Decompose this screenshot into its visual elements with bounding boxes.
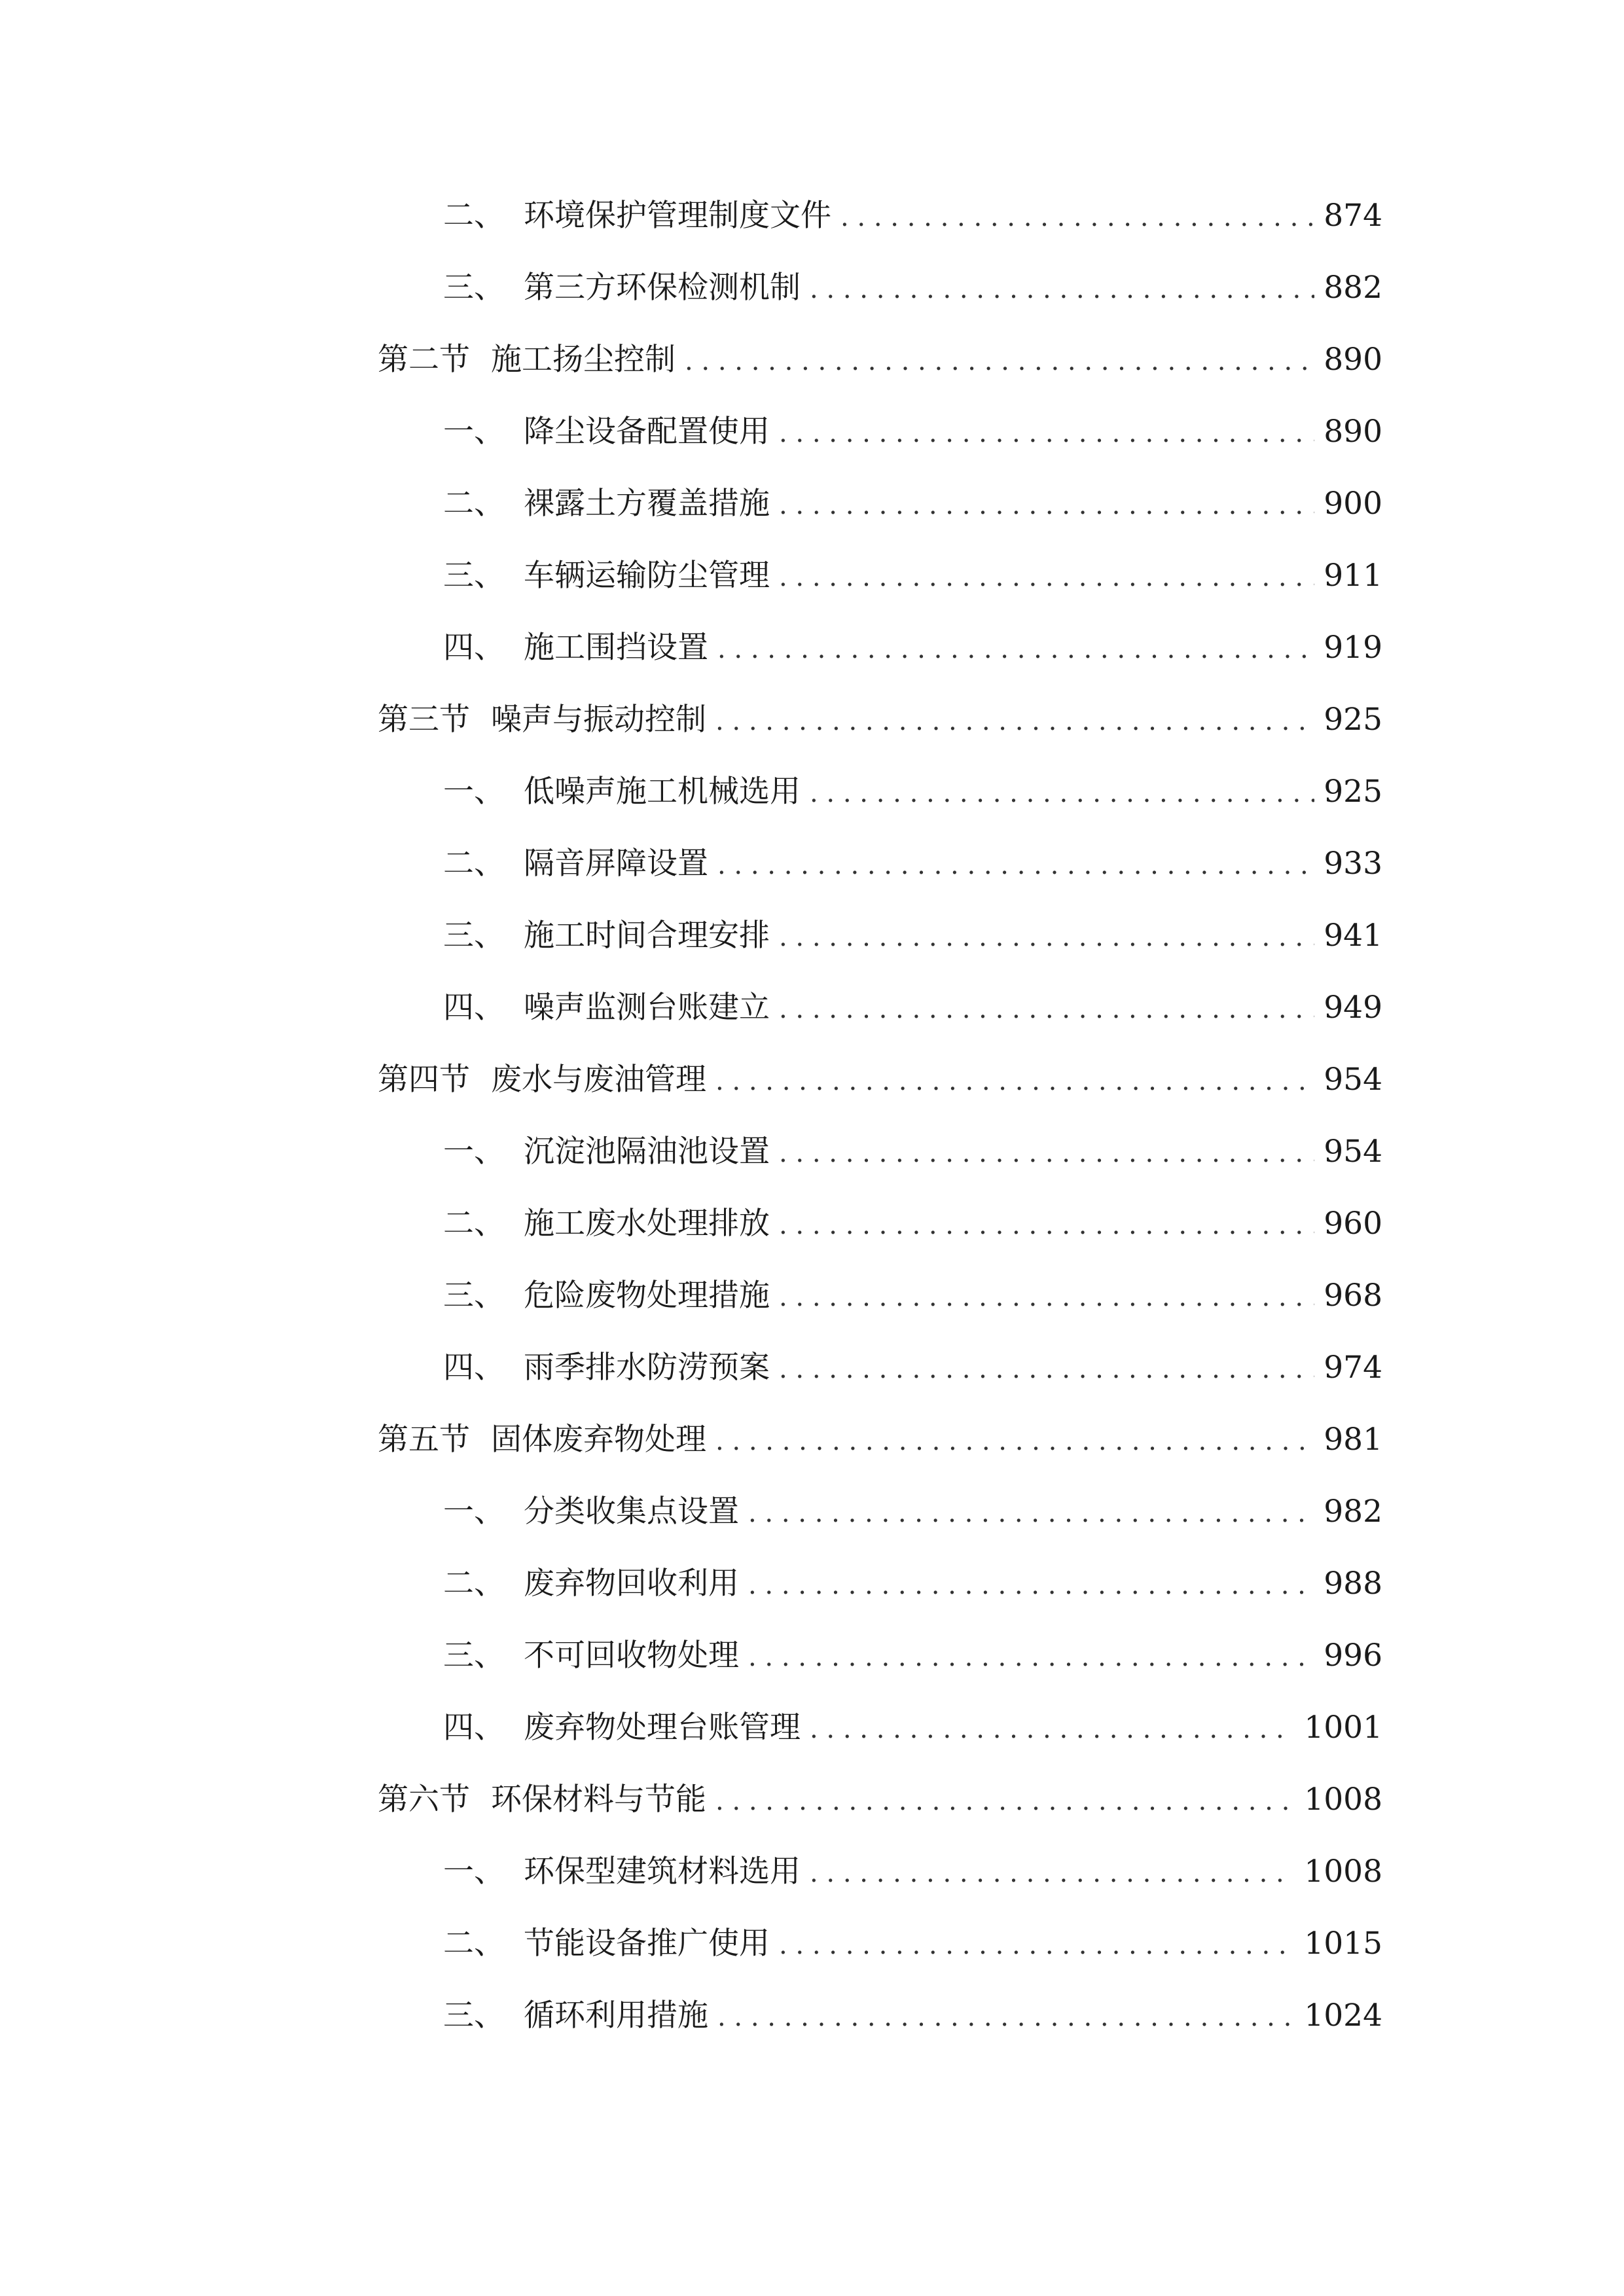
dot-leader	[717, 829, 1314, 901]
toc-entry-page-number: 996	[1324, 1638, 1382, 1674]
dot-leader	[748, 1549, 1314, 1621]
toc-entry-page-number: 890	[1324, 414, 1382, 450]
toc-entry[interactable]	[378, 252, 1382, 324]
dot-leader	[779, 397, 1314, 469]
toc-entry-title: 环境保护管理制度文件	[524, 198, 831, 234]
dot-leader	[715, 1765, 1295, 1837]
dot-leader	[779, 901, 1314, 973]
toc-section-title: 噪声与振动控制	[491, 702, 706, 738]
toc-entry-page-number: 925	[1324, 702, 1382, 738]
toc-entry[interactable]	[378, 1548, 1382, 1620]
toc-entry-page-number: 974	[1324, 1350, 1382, 1386]
toc-entry-number: 三、	[443, 558, 505, 594]
dot-leader	[810, 253, 1314, 325]
toc-entry[interactable]	[378, 1620, 1382, 1692]
toc-section-entry[interactable]	[378, 684, 1382, 756]
toc-entry[interactable]	[378, 396, 1382, 468]
toc-entry-number: 一、	[443, 1494, 505, 1530]
toc-entry-number: 三、	[443, 1638, 505, 1674]
toc-entry-title: 不可回收物处理	[524, 1638, 739, 1674]
toc-entry-number: 二、	[443, 1206, 505, 1242]
toc-entry[interactable]	[378, 612, 1382, 684]
toc-entry[interactable]	[378, 1332, 1382, 1404]
toc-entry-title: 循环利用措施	[524, 1998, 708, 2034]
dot-leader	[715, 685, 1314, 757]
dot-leader	[748, 1621, 1314, 1693]
toc-section-entry[interactable]	[378, 1404, 1382, 1476]
dot-leader	[779, 541, 1314, 613]
dot-leader	[779, 1189, 1314, 1261]
toc-entry-title: 车辆运输防尘管理	[524, 558, 770, 594]
toc-entry-title: 节能设备推广使用	[524, 1926, 770, 1962]
toc-entry-page-number: 954	[1324, 1062, 1382, 1098]
toc-entry-page-number: 988	[1324, 1566, 1382, 1602]
toc-entry-title: 隔音屏障设置	[524, 846, 708, 882]
toc-entry-number: 三、	[443, 1998, 505, 2034]
toc-entry-page-number: 890	[1324, 342, 1382, 378]
toc-entry-number: 一、	[443, 414, 505, 450]
toc-entry-number: 一、	[443, 1134, 505, 1170]
toc-entry-title: 分类收集点设置	[524, 1494, 739, 1530]
dot-leader	[840, 181, 1314, 253]
toc-entry-page-number: 911	[1324, 558, 1382, 594]
dot-leader	[685, 325, 1314, 397]
toc-section-number: 第五节	[378, 1422, 470, 1458]
toc-entry[interactable]	[378, 1692, 1382, 1764]
dot-leader	[779, 1909, 1295, 1981]
toc-entry-page-number: 1008	[1304, 1782, 1382, 1818]
toc-entry-number: 二、	[443, 486, 505, 522]
toc-section-title: 固体废弃物处理	[491, 1422, 706, 1458]
dot-leader	[717, 1981, 1295, 2053]
dot-leader	[779, 973, 1314, 1045]
toc-entry-page-number: 1015	[1304, 1926, 1382, 1962]
toc-entry[interactable]	[378, 1260, 1382, 1332]
toc-entry-page-number: 925	[1324, 774, 1382, 810]
dot-leader	[779, 1261, 1314, 1333]
dot-leader	[779, 469, 1314, 541]
toc-entry-number: 三、	[443, 918, 505, 954]
dot-leader	[717, 613, 1314, 685]
toc-entry-title: 雨季排水防涝预案	[524, 1350, 770, 1386]
toc-section-entry[interactable]	[378, 1044, 1382, 1116]
toc-entry-number: 二、	[443, 1926, 505, 1962]
toc-section-number: 第四节	[378, 1062, 470, 1098]
toc-entry[interactable]	[378, 828, 1382, 900]
toc-entry-title: 噪声监测台账建立	[524, 990, 770, 1026]
toc-entry-page-number: 900	[1324, 486, 1382, 522]
toc-entry-page-number: 882	[1324, 270, 1382, 306]
toc-entry[interactable]	[378, 756, 1382, 828]
toc-section-entry[interactable]	[378, 324, 1382, 396]
toc-section-entry[interactable]	[378, 1764, 1382, 1836]
toc-entry[interactable]	[378, 180, 1382, 252]
toc-section-number: 第二节	[378, 342, 470, 378]
toc-entry[interactable]	[378, 1116, 1382, 1188]
dot-leader	[810, 757, 1314, 829]
table-of-contents	[378, 180, 1382, 2052]
toc-entry-title: 降尘设备配置使用	[524, 414, 770, 450]
toc-entry-number: 四、	[443, 990, 505, 1026]
toc-entry[interactable]	[378, 1836, 1382, 1908]
toc-entry[interactable]	[378, 468, 1382, 540]
toc-entry-title: 第三方环保检测机制	[524, 270, 801, 306]
toc-entry-number: 二、	[443, 1566, 505, 1602]
toc-entry-title: 低噪声施工机械选用	[524, 774, 801, 810]
toc-entry[interactable]	[378, 1476, 1382, 1548]
toc-entry-page-number: 960	[1324, 1206, 1382, 1242]
toc-section-number: 第六节	[378, 1782, 470, 1818]
toc-section-title: 环保材料与节能	[491, 1782, 706, 1818]
toc-entry-title: 沉淀池隔油池设置	[524, 1134, 770, 1170]
toc-entry-page-number: 968	[1324, 1278, 1382, 1314]
toc-entry-number: 四、	[443, 1710, 505, 1746]
dot-leader	[779, 1117, 1314, 1189]
toc-entry-title: 环保型建筑材料选用	[524, 1854, 801, 1890]
toc-entry-page-number: 982	[1324, 1494, 1382, 1530]
toc-section-title: 施工扬尘控制	[491, 342, 676, 378]
toc-entry-page-number: 1024	[1304, 1998, 1382, 2034]
dot-leader	[748, 1477, 1314, 1549]
dot-leader	[810, 1837, 1295, 1909]
toc-entry-number: 二、	[443, 198, 505, 234]
toc-entry-page-number: 874	[1324, 198, 1382, 234]
toc-entry-page-number: 933	[1324, 846, 1382, 882]
toc-entry-number: 三、	[443, 1278, 505, 1314]
toc-entry-page-number: 1008	[1304, 1854, 1382, 1890]
toc-entry-number: 三、	[443, 270, 505, 306]
dot-leader	[810, 1693, 1295, 1765]
toc-entry-page-number: 1001	[1304, 1710, 1382, 1746]
dot-leader	[715, 1045, 1314, 1117]
toc-entry-page-number: 941	[1324, 918, 1382, 954]
toc-entry-page-number: 919	[1324, 630, 1382, 666]
toc-entry-title: 裸露土方覆盖措施	[524, 486, 770, 522]
toc-entry[interactable]	[378, 540, 1382, 612]
toc-section-number: 第三节	[378, 702, 470, 738]
toc-entry[interactable]	[378, 1980, 1382, 2052]
toc-section-title: 废水与废油管理	[491, 1062, 706, 1098]
toc-entry-number: 一、	[443, 774, 505, 810]
toc-entry-page-number: 954	[1324, 1134, 1382, 1170]
toc-entry-title: 施工时间合理安排	[524, 918, 770, 954]
dot-leader	[715, 1405, 1314, 1477]
toc-entry[interactable]	[378, 1188, 1382, 1260]
toc-entry-number: 四、	[443, 1350, 505, 1386]
toc-entry-title: 废弃物回收利用	[524, 1566, 739, 1602]
toc-entry-title: 废弃物处理台账管理	[524, 1710, 801, 1746]
dot-leader	[779, 1333, 1314, 1405]
toc-entry-title: 危险废物处理措施	[524, 1278, 770, 1314]
toc-entry-page-number: 949	[1324, 990, 1382, 1026]
toc-entry[interactable]	[378, 972, 1382, 1044]
toc-entry-title: 施工围挡设置	[524, 630, 708, 666]
toc-entry-number: 四、	[443, 630, 505, 666]
toc-entry[interactable]	[378, 900, 1382, 972]
toc-entry-number: 二、	[443, 846, 505, 882]
toc-entry-number: 一、	[443, 1854, 505, 1890]
toc-entry-page-number: 981	[1324, 1422, 1382, 1458]
toc-entry[interactable]	[378, 1908, 1382, 1980]
toc-entry-title: 施工废水处理排放	[524, 1206, 770, 1242]
